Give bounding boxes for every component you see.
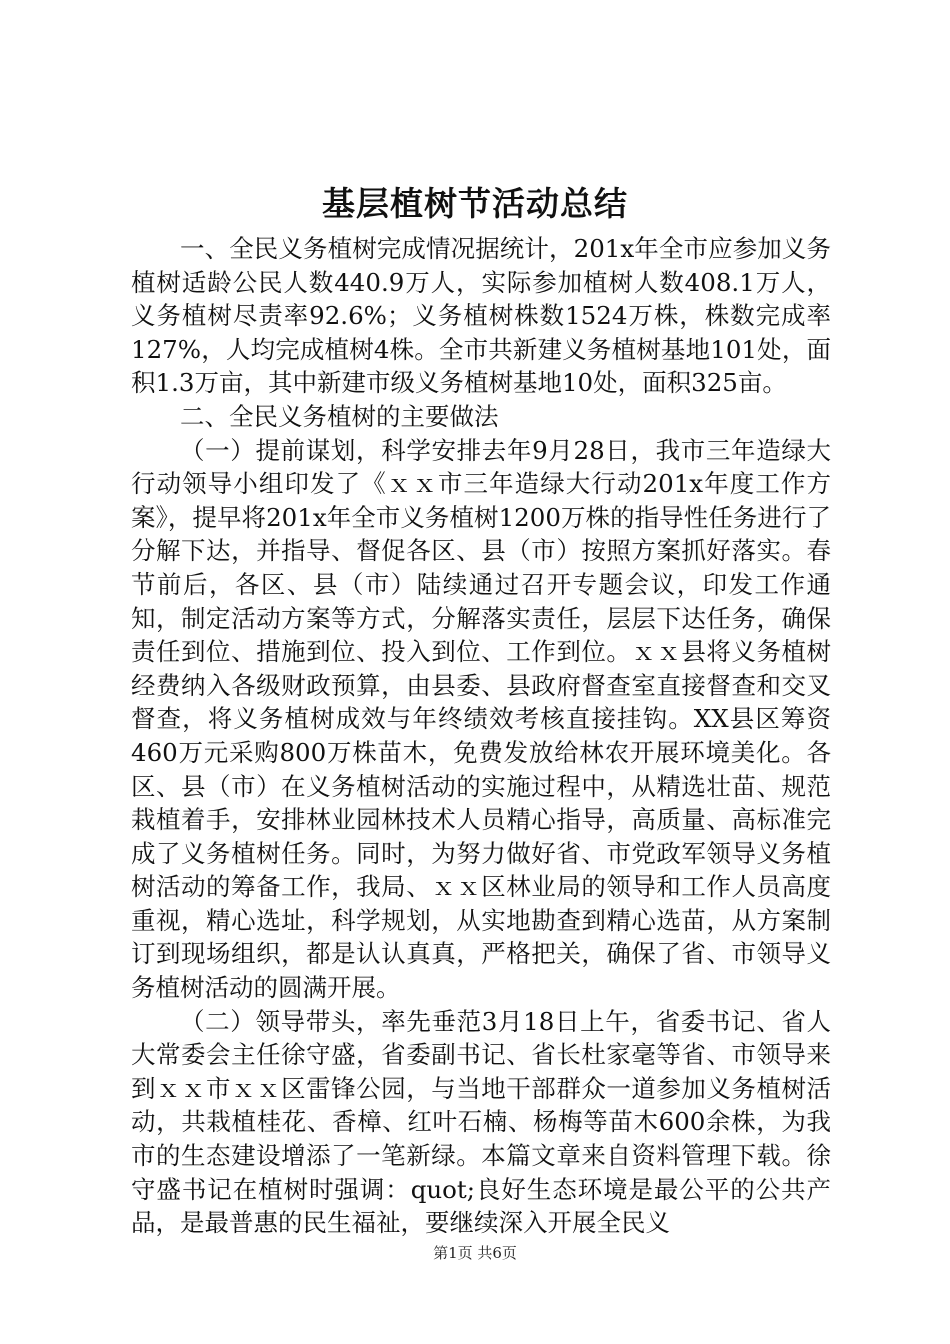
document-title: 基层植树节活动总结 xyxy=(322,184,628,223)
paragraph-statistics: 一、全民义务植树完成情况据统计，201x年全市应参加义务植树适龄公民人数440.9万人，实际参加植树人数408.1万人，义务植树尽责率92.6%；义务植树株数1524万株，株数完成率127%，人均完成植树4株。全市共新建义务植树基地101处，面积1.3万亩，其中新建市级义务植树基地10处，面积325亩。 xyxy=(131,234,831,398)
paragraph-leadership: （二）领导带头，率先垂范3月18日上午，省委书记、省人大常委会主任徐守盛，省委副书记、省长杜家毫等省、市领导来到ｘｘ市ｘｘ区雷锋公园，与当地干部群众一道参加义务植树活动，共栽植桂花、香樟、红叶石楠、杨梅等苗木600余株，为我市的生态建设增添了一笔新绿。本篇文章来自资料管理下载。徐守盛书记在植树时强调：quot;良好生态环境是最公平的公共产品，是最普惠的民生福祉，要继续深入开展全民义 xyxy=(131,1006,831,1238)
paragraph-section-heading: 二、全民义务植树的主要做法 xyxy=(180,401,499,431)
page-number-footer: 第1页 共6页 xyxy=(433,1244,517,1262)
paragraph-planning: （一）提前谋划，科学安排去年9月28日，我市三年造绿大行动领导小组印发了《ｘｘ市三年造绿大行动201x年度工作方案》，提早将201x年全市义务植树1200万株的指导性任务进行了分解下达，并指导、督促各区、县（市）按照方案抓好落实。春节前后，各区、县（市）陆续通过召开专题会议，印发工作通知，制定活动方案等方式，分解落实责任，层层下达任务，确保责任到位、措施到位、投入到位、工作到位。ｘｘ县将义务植树经费纳入各级财政预算，由县委、县政府督查室直接督查和交叉督查，将义务植树成效与年终绩效考核直接挂钩。XX县区筹资460万元采购800万株苗木，免费发放给林农开展环境美化。各区、县（市）在义务植树活动的实施过程中，从精选壮苗、规范栽植着手，安排林业园林技术人员精心指导，高质量、高标准完成了义务植树任务。同时，为努力做好省、市党政军领导义务植树活动的筹备工作，我局、ｘｘ区林业局的领导和工作人员高度重视，精心选址，科学规划，从实地勘查到精心选苗，从方案制订到现场组织，都是认认真真，严格把关，确保了省、市领导义务植树活动的圆满开展。 xyxy=(131,435,831,1003)
document-body xyxy=(131,232,831,1240)
